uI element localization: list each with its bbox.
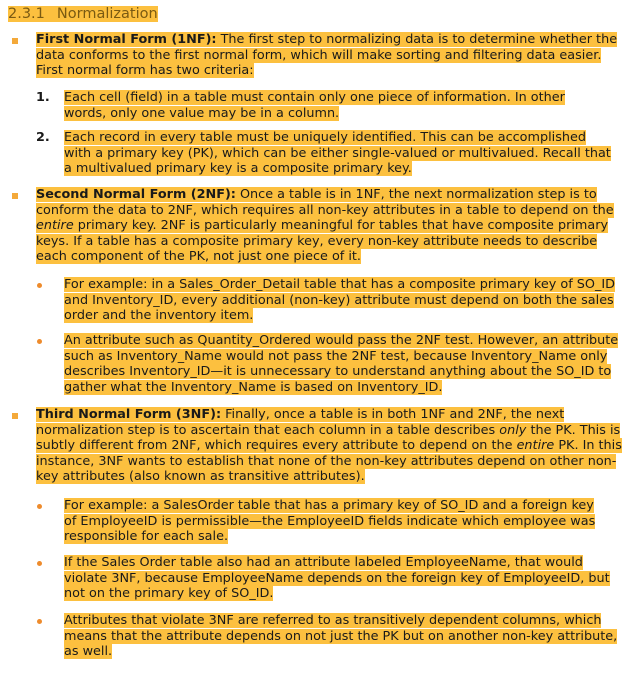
round-bullet-icon: [37, 504, 42, 509]
item-label: First Normal Form (1NF):: [36, 32, 217, 47]
sub-item-text: For example: a SalesOrder table that has a primary key of SO_ID and a foreign key of EmployeeID is permissible—the EmployeeID fields indicate which employee was responsible for each sale.: [64, 498, 596, 545]
criteria-text: Each cell (field) in a table must contain only one piece of information. In other words, only one value may be in a column.: [64, 90, 565, 121]
item-label: Third Normal Form (3NF):: [36, 407, 222, 422]
round-bullet-icon: [37, 619, 42, 624]
sub-item-text: For example: in a Sales_Order_Detail table that has a composite primary key of SO_ID and Inventory_ID, every additional (non-key) attribute must depend on both the sales order and the inventory item.: [64, 277, 615, 324]
round-bullet-icon: [37, 339, 42, 344]
list-item-3nf: Third Normal Form (3NF): Finally, once a table is in both 1NF and 2NF, the next normalization step is to ascertain that each column in a table describes only the PK. This is subtly different from 2NF, which requires every attribute to depend on the entire PK. In this instance, 3NF wants to establish that none of the non-key attributes depend on other non-key attributes (also known as transitive attributes).: [36, 407, 622, 485]
criteria-text: Each record in every table must be uniquely identified. This can be accomplished with a primary key (PK), which can be either single-valued or multivalued. Recall that a multivalued primary key is a composite primary key.: [64, 130, 611, 177]
criteria-item: [64, 130, 614, 177]
criteria-number: 2.: [36, 130, 50, 145]
square-bullet-icon: [12, 413, 18, 419]
square-bullet-icon: [12, 193, 18, 199]
list-item-1nf: [36, 32, 626, 79]
round-bullet-icon: [37, 561, 42, 566]
round-bullet-icon: [37, 283, 42, 288]
section-heading: [8, 4, 158, 24]
sub-item-text: Attributes that violate 3NF are referred to as transitively dependent columns, which means that the attribute depends on not just the PK but on another non-key attribute, as well.: [64, 613, 618, 660]
sub-item: [64, 498, 609, 545]
list-item-2nf: Second Normal Form (2NF): Once a table is in 1NF, the next normalization step is to conform the data to 2NF, which requires all non-key attributes in a table to depend on the entire primary key. 2NF is particularly meaningful for tables that have composite primary keys. If a table has a composite primary key, every non-key attribute needs to describe each component of the PK, not just one piece of it.: [36, 187, 614, 265]
sub-item-text: If the Sales Order table also had an attribute labeled EmployeeName, that would violate 3NF, because EmployeeName depends on the foreign key of EmployeeID, but not on the primary key of SO_ID.: [64, 555, 610, 602]
sub-item: [64, 555, 624, 602]
sub-item-text: An attribute such as Quantity_Ordered would pass the 2NF test. However, an attribute such as Inventory_Name would not pass the 2NF test, because Inventory_Name only describes Inventory_ID—it is unnecessary to understand anything about the SO_ID to gather what the Inventory_Name is based on Inventory_ID.: [64, 333, 619, 395]
sub-item: [64, 333, 619, 395]
criteria-item: [64, 90, 609, 121]
criteria-number: 1.: [36, 90, 50, 105]
section-number: 2.3.1: [8, 6, 45, 22]
item-label: Second Normal Form (2NF):: [36, 187, 236, 202]
item-text: The first step to normalizing data is to determine whether the data conforms to the first normal form, which will make sorting and filtering data easier. First normal form has two criteria:: [36, 32, 618, 79]
section-title: Normalization: [56, 6, 158, 22]
sub-item: [64, 277, 619, 324]
sub-item: [64, 613, 619, 660]
square-bullet-icon: [12, 38, 18, 44]
